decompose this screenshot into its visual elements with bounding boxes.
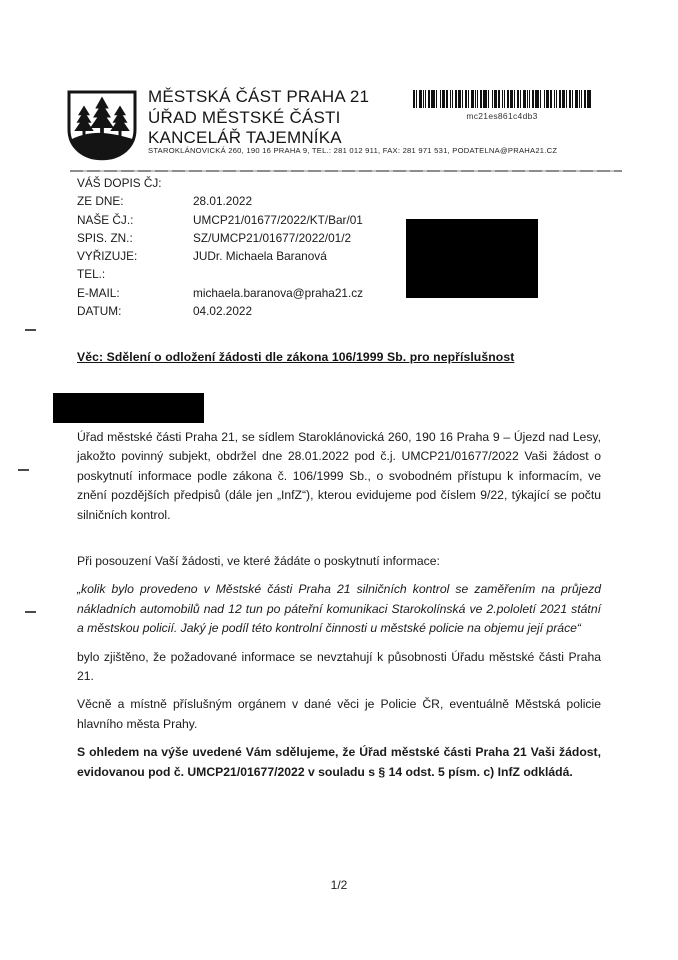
ref-label: TEL.: — [77, 267, 106, 282]
org-name-line1: MĚSTSKÁ ČÁST PRAHA 21 — [148, 87, 370, 106]
org-name-block — [148, 87, 369, 149]
ref-label: DATUM: — [77, 304, 122, 319]
ref-label: SPIS. ZN.: — [77, 230, 133, 245]
ref-row-nase-cj — [77, 213, 407, 231]
fold-mark — [25, 329, 36, 331]
paragraph-assessment: Při posouzení Vaší žádosti, ve které žádáte o poskytnutí informace: — [77, 554, 440, 569]
ref-value: SZ/UMCP21/01677/2022/01/2 — [193, 230, 352, 245]
barcode — [413, 90, 591, 121]
ref-value: michaela.baranova@praha21.cz — [193, 285, 364, 300]
ref-row-vyrizuje — [77, 249, 407, 267]
ref-row-spis-zn — [77, 231, 407, 249]
ref-label: ZE DNE: — [77, 194, 124, 209]
header-divider — [70, 170, 622, 172]
paragraph-request-quote: „kolik bylo provedeno v Městské části Praha 21 silničních kontrol se zaměřením na průjezd nákladních automobilů nad 12 tun po páteřní komunikaci Starokolínská ve 2.pololetí 2021 státní a městskou policií. Jaký je podíl této kontrolní činnosti u městské policie na objemu její práce“ — [77, 582, 601, 636]
coat-of-arms-icon — [64, 89, 140, 161]
ref-row-email — [77, 286, 407, 304]
fold-mark — [18, 469, 29, 471]
ref-row-datum — [77, 304, 407, 322]
ref-value: UMCP21/01677/2022/KT/Bar/01 — [193, 212, 363, 227]
ref-label: VYŘIZUJE: — [77, 249, 138, 264]
page-number: 1/2 — [330, 878, 348, 892]
redaction-box-name — [53, 393, 204, 423]
subject-line: Věc: Sdělení o odložení žádosti dle zákona 106/1999 Sb. pro nepříslušnost — [77, 350, 515, 364]
ref-value: 28.01.2022 — [193, 194, 253, 209]
paragraph-intro: Úřad městské části Praha 21, se sídlem Staroklánovická 260, 190 16 Praha 9 – Újezd nad Lesy, jakožto povinný subjekt, obdržel dne 28.01.2022 pod č.j. UMCP21/01677/2022 Vaši žádost o poskytnutí informace podle zákona č. 106/1999 Sb., o svobodném přístupu k informacím, ve znění pozdějších předpisů (dále jen „InfZ“), kterou evidujeme pod číslem 9/22, týkající se počtu silničních kontrol. — [77, 430, 601, 522]
redaction-box-addressee — [406, 219, 538, 298]
reference-fields-block — [77, 176, 407, 322]
ref-value: JUDr. Michaela Baranová — [193, 249, 327, 264]
ref-value: 04.02.2022 — [193, 304, 253, 319]
ref-label: E-MAIL: — [77, 285, 120, 300]
paragraph-decision: S ohledem na výše uvedené Vám sdělujeme, že Úřad městské části Praha 21 Vaši žádost, evidovanou pod č. UMCP21/01677/2022 v souladu s § 14 odst. 5 písm. c) InfZ odkládá. — [77, 745, 601, 779]
ref-row-ze-dne — [77, 194, 407, 212]
org-name-line3: KANCELÁŘ TAJEMNÍKA — [148, 128, 342, 147]
ref-row-tel — [77, 267, 407, 285]
org-name-line2: ÚŘAD MĚSTSKÉ ČÁSTI — [148, 107, 341, 127]
paragraph-finding: bylo zjištěno, že požadované informace se nevztahují k působnosti Úřadu městské části Praha 21. — [77, 649, 601, 684]
barcode-image — [413, 90, 591, 111]
ref-row-vas-dopis — [77, 176, 407, 194]
paragraph-competent-authority: Věcně a místně příslušným orgánem v dané věci je Policie ČR, eventuálně Městská policie hlavního města Prahy. — [77, 697, 601, 731]
org-address-line: STAROKLÁNOVICKÁ 260, 190 16 PRAHA 9, TEL.: 281 012 911, FAX: 281 971 531, PODATELNA@PRAHA21.CZ — [148, 146, 558, 155]
barcode-label: mc21es861c4db3 — [466, 111, 538, 121]
ref-label: NAŠE ČJ.: — [77, 212, 134, 227]
fold-mark — [25, 611, 36, 613]
ref-label: VÁŠ DOPIS ČJ: — [77, 176, 162, 190]
letter-body — [77, 428, 601, 791]
